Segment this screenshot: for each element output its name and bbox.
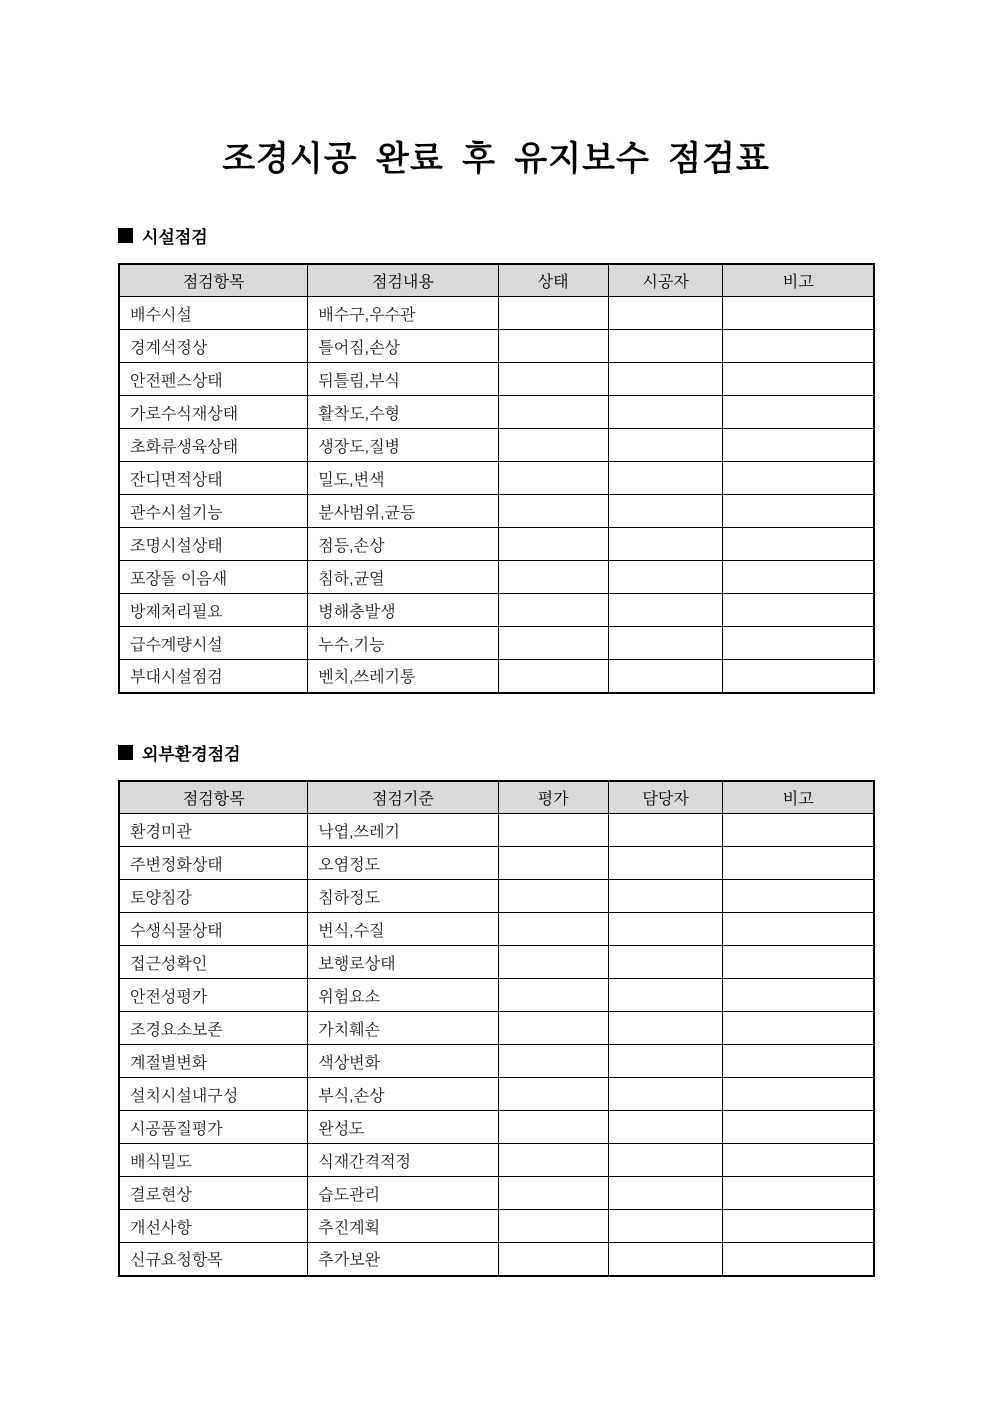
table-row (119, 528, 874, 561)
table-row (119, 1177, 874, 1210)
cell-blank-status (498, 946, 608, 979)
cell-blank-contractor (608, 1012, 723, 1045)
cell-blank-note (723, 594, 874, 627)
column-header: 평가 (498, 781, 608, 814)
cell-blank-contractor (608, 1111, 723, 1144)
table-row (119, 1243, 874, 1276)
table-row (119, 561, 874, 594)
cell-detail: 분사범위,균등 (308, 495, 498, 528)
cell-detail: 뒤틀림,부식 (308, 363, 498, 396)
cell-item: 환경미관 (119, 814, 308, 847)
cell-blank-contractor (608, 913, 723, 946)
column-header: 상태 (498, 264, 608, 297)
cell-blank-contractor (608, 363, 723, 396)
cell-item: 배수시설 (119, 297, 308, 330)
column-header: 담당자 (608, 781, 723, 814)
cell-blank-note (723, 1144, 874, 1177)
cell-blank-note (723, 1012, 874, 1045)
section-heading-label: 시설점검 (142, 227, 208, 247)
table-row (119, 462, 874, 495)
table-row (119, 913, 874, 946)
cell-blank-contractor (608, 847, 723, 880)
cell-blank-status (498, 330, 608, 363)
cell-detail: 완성도 (308, 1111, 498, 1144)
cell-item: 급수계량시설 (119, 627, 308, 660)
cell-detail: 식재간격적정 (308, 1144, 498, 1177)
cell-detail: 활착도,수형 (308, 396, 498, 429)
cell-item: 잔디면적상태 (119, 462, 308, 495)
cell-item: 토양침강 (119, 880, 308, 913)
cell-blank-contractor (608, 814, 723, 847)
table-row (119, 946, 874, 979)
cell-blank-note (723, 429, 874, 462)
cell-item: 신규요청항목 (119, 1243, 308, 1276)
cell-blank-contractor (608, 880, 723, 913)
cell-blank-contractor (608, 495, 723, 528)
cell-blank-contractor (608, 330, 723, 363)
cell-detail: 오염정도 (308, 847, 498, 880)
cell-detail: 추가보완 (308, 1243, 498, 1276)
cell-item: 결로현상 (119, 1177, 308, 1210)
table-row (119, 660, 874, 693)
table-row (119, 1111, 874, 1144)
cell-blank-contractor (608, 528, 723, 561)
cell-blank-note (723, 528, 874, 561)
table-row (119, 594, 874, 627)
cell-detail: 침하,균열 (308, 561, 498, 594)
cell-item: 계절별변화 (119, 1045, 308, 1078)
cell-item: 안전펜스상태 (119, 363, 308, 396)
column-header: 점검항목 (119, 264, 308, 297)
cell-detail: 병해충발생 (308, 594, 498, 627)
cell-blank-note (723, 1111, 874, 1144)
table-row (119, 1012, 874, 1045)
cell-detail: 생장도,질병 (308, 429, 498, 462)
cell-item: 설치시설내구성 (119, 1078, 308, 1111)
square-bullet-icon (118, 745, 133, 760)
section-facility-inspection (118, 223, 875, 694)
cell-blank-note (723, 1078, 874, 1111)
section-heading-label: 외부환경점검 (142, 744, 241, 764)
cell-blank-status (498, 363, 608, 396)
cell-blank-status (498, 429, 608, 462)
table-row (119, 627, 874, 660)
cell-blank-status (498, 979, 608, 1012)
cell-blank-status (498, 528, 608, 561)
section-environment-inspection (118, 740, 875, 1277)
cell-blank-contractor (608, 1243, 723, 1276)
cell-item: 조경요소보존 (119, 1012, 308, 1045)
cell-blank-contractor (608, 1144, 723, 1177)
cell-blank-status (498, 847, 608, 880)
column-header: 시공자 (608, 264, 723, 297)
cell-blank-contractor (608, 946, 723, 979)
cell-item: 안전성평가 (119, 979, 308, 1012)
cell-detail: 점등,손상 (308, 528, 498, 561)
cell-blank-contractor (608, 594, 723, 627)
cell-blank-note (723, 979, 874, 1012)
page-title: 조경시공 완료 후 유지보수 점검표 (222, 140, 770, 178)
cell-item: 초화류생육상태 (119, 429, 308, 462)
cell-blank-contractor (608, 297, 723, 330)
cell-blank-status (498, 297, 608, 330)
cell-item: 시공품질평가 (119, 1111, 308, 1144)
cell-blank-note (723, 627, 874, 660)
cell-detail: 벤치,쓰레기통 (308, 660, 498, 693)
cell-blank-note (723, 1045, 874, 1078)
cell-blank-note (723, 946, 874, 979)
cell-detail: 침하정도 (308, 880, 498, 913)
cell-blank-note (723, 561, 874, 594)
cell-blank-note (723, 880, 874, 913)
cell-blank-status (498, 913, 608, 946)
cell-blank-contractor (608, 627, 723, 660)
cell-blank-status (498, 462, 608, 495)
cell-blank-note (723, 814, 874, 847)
cell-blank-note (723, 396, 874, 429)
cell-item: 경계석정상 (119, 330, 308, 363)
column-header: 비고 (723, 264, 874, 297)
cell-item: 방제처리필요 (119, 594, 308, 627)
cell-blank-note (723, 363, 874, 396)
table-row (119, 1045, 874, 1078)
table-row (119, 330, 874, 363)
cell-blank-status (498, 561, 608, 594)
cell-detail: 누수,기능 (308, 627, 498, 660)
table-row (119, 1144, 874, 1177)
cell-item: 가로수식재상태 (119, 396, 308, 429)
cell-item: 개선사항 (119, 1210, 308, 1243)
cell-blank-status (498, 814, 608, 847)
cell-blank-contractor (608, 1078, 723, 1111)
cell-blank-note (723, 1177, 874, 1210)
cell-blank-note (723, 495, 874, 528)
cell-detail: 추진계획 (308, 1210, 498, 1243)
cell-blank-note (723, 297, 874, 330)
cell-detail: 틀어짐,손상 (308, 330, 498, 363)
cell-blank-contractor (608, 1177, 723, 1210)
column-header: 비고 (723, 781, 874, 814)
table-row (119, 979, 874, 1012)
column-header: 점검내용 (308, 264, 498, 297)
cell-blank-note (723, 847, 874, 880)
cell-blank-note (723, 1210, 874, 1243)
cell-blank-contractor (608, 462, 723, 495)
cell-detail: 낙엽,쓰레기 (308, 814, 498, 847)
cell-detail: 번식,수질 (308, 913, 498, 946)
cell-blank-note (723, 913, 874, 946)
cell-blank-status (498, 1078, 608, 1111)
table-row (119, 847, 874, 880)
table-header-row (119, 264, 874, 297)
table-row (119, 495, 874, 528)
cell-blank-status (498, 1045, 608, 1078)
table-row (119, 880, 874, 913)
environment-inspection-table (118, 780, 875, 1277)
section-heading-environment (118, 740, 875, 765)
cell-blank-status (498, 1012, 608, 1045)
cell-blank-status (498, 660, 608, 693)
cell-detail: 위험요소 (308, 979, 498, 1012)
cell-detail: 습도관리 (308, 1177, 498, 1210)
cell-blank-status (498, 627, 608, 660)
table-header-row (119, 781, 874, 814)
table-row (119, 297, 874, 330)
cell-blank-status (498, 1177, 608, 1210)
cell-detail: 부식,손상 (308, 1078, 498, 1111)
column-header: 점검기준 (308, 781, 498, 814)
cell-item: 접근성확인 (119, 946, 308, 979)
table-row (119, 429, 874, 462)
cell-item: 부대시설점검 (119, 660, 308, 693)
cell-blank-status (498, 880, 608, 913)
cell-blank-note (723, 1243, 874, 1276)
column-header: 점검항목 (119, 781, 308, 814)
cell-item: 관수시설기능 (119, 495, 308, 528)
cell-item: 수생식물상태 (119, 913, 308, 946)
cell-blank-contractor (608, 1210, 723, 1243)
cell-blank-contractor (608, 660, 723, 693)
cell-item: 배식밀도 (119, 1144, 308, 1177)
table-row (119, 363, 874, 396)
cell-item: 조명시설상태 (119, 528, 308, 561)
cell-blank-note (723, 462, 874, 495)
cell-detail: 가치훼손 (308, 1012, 498, 1045)
cell-detail: 보행로상태 (308, 946, 498, 979)
square-bullet-icon (118, 228, 133, 243)
cell-blank-contractor (608, 979, 723, 1012)
cell-blank-status (498, 495, 608, 528)
facility-inspection-table (118, 263, 875, 694)
cell-detail: 배수구,우수관 (308, 297, 498, 330)
table-row (119, 396, 874, 429)
cell-blank-status (498, 1144, 608, 1177)
cell-detail: 밀도,변색 (308, 462, 498, 495)
cell-blank-status (498, 396, 608, 429)
cell-blank-contractor (608, 561, 723, 594)
cell-blank-contractor (608, 1045, 723, 1078)
cell-item: 포장돌 이음새 (119, 561, 308, 594)
cell-blank-status (498, 1111, 608, 1144)
table-row (119, 1078, 874, 1111)
cell-blank-status (498, 1210, 608, 1243)
cell-blank-status (498, 1243, 608, 1276)
cell-item: 주변정화상태 (119, 847, 308, 880)
document-content (118, 223, 875, 1277)
cell-blank-status (498, 594, 608, 627)
cell-blank-note (723, 330, 874, 363)
cell-blank-note (723, 660, 874, 693)
table-row (119, 814, 874, 847)
cell-blank-contractor (608, 396, 723, 429)
section-heading-facility (118, 223, 875, 248)
cell-blank-contractor (608, 429, 723, 462)
table-row (119, 1210, 874, 1243)
cell-detail: 색상변화 (308, 1045, 498, 1078)
